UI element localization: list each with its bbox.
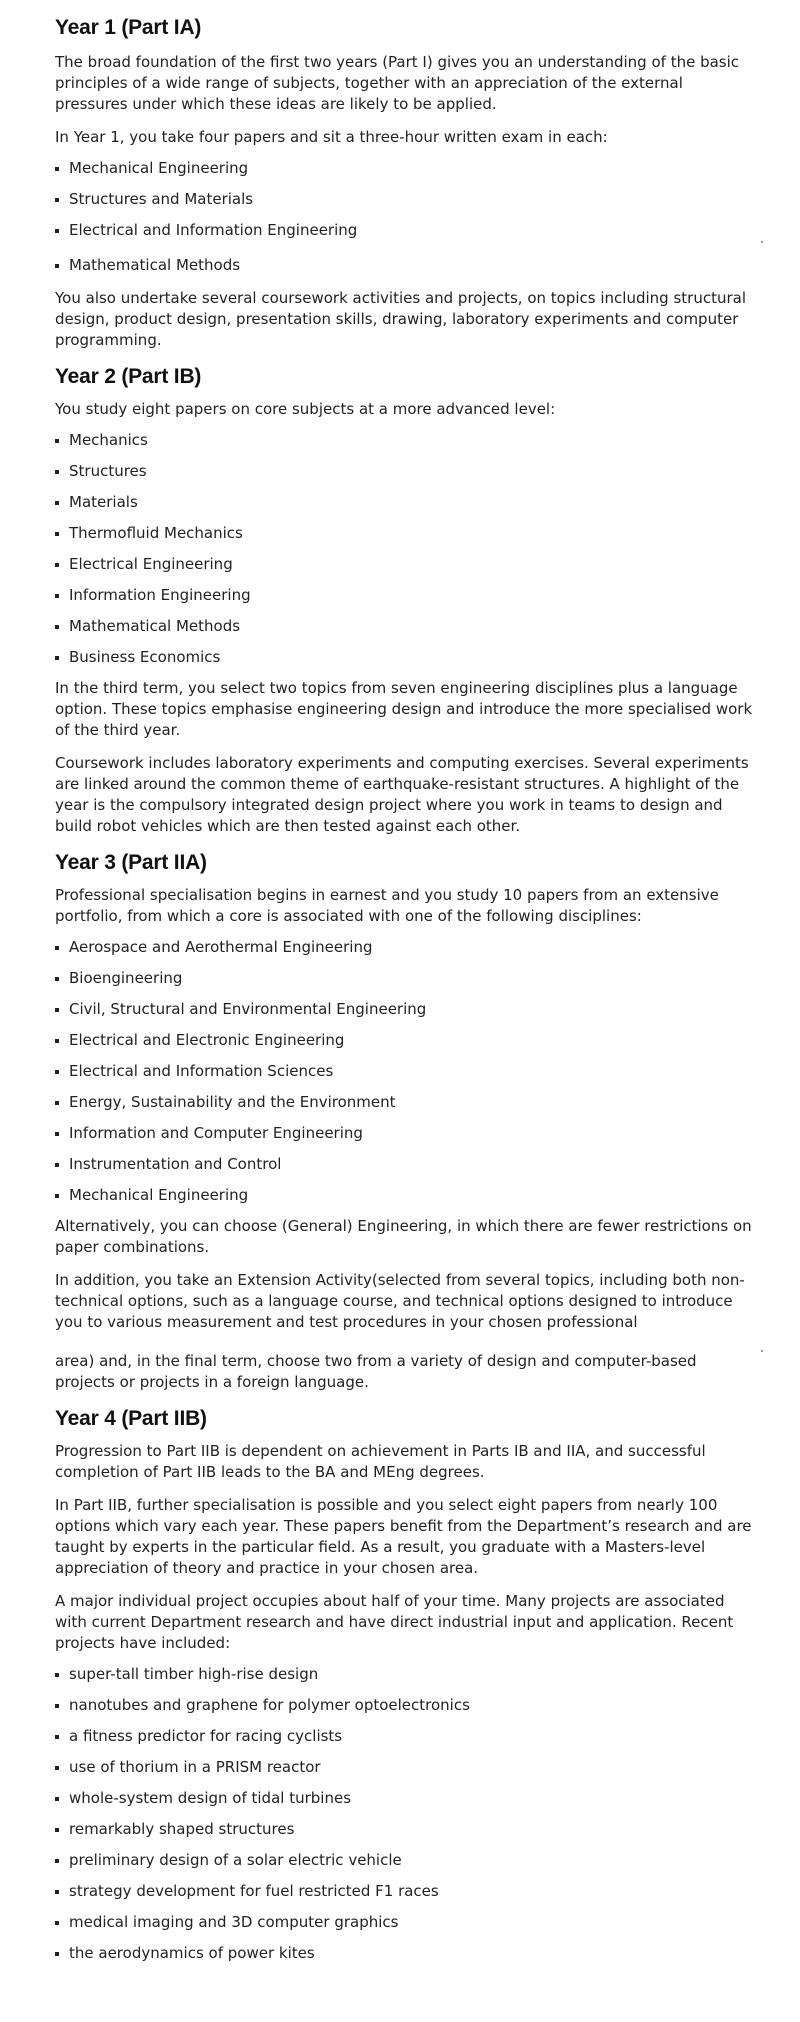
year3-extension-continued: area) and, in the final term, choose two from a variety of design and computer-based projects or projects in a foreign language. — [55, 1352, 697, 1391]
year3-heading: Year 3 (Part IIA) — [55, 851, 207, 874]
list-item: Aerospace and Aerothermal Engineering — [55, 937, 755, 958]
list-item: Electrical and Information Sciences — [55, 1061, 755, 1082]
list-item: Structures and Materials — [55, 189, 755, 210]
course-content — [55, 14, 755, 1964]
list-item: nanotubes and graphene for polymer optoelectronics — [55, 1695, 755, 1716]
year2-papers-list — [55, 430, 755, 668]
year2-third-term: In the third term, you select two topics from seven engineering disciplines plus a language option. These topics emphasise engineering design and introduce the more specialised work of the third year. — [55, 679, 753, 739]
year1-papers-list — [55, 158, 755, 276]
list-item: Electrical Engineering — [55, 554, 755, 575]
year4-progression: Progression to Part IIB is dependent on achievement in Parts IB and IIA, and successful completion of Part IIB leads to the BA and MEng degrees. — [55, 1442, 706, 1481]
list-item: Business Economics — [55, 647, 755, 668]
year4-specialisation: In Part IIB, further specialisation is possible and you select eight papers from nearly 100 options which vary each year. These papers benefit from the Department’s research and are taught by experts in the particular field. As a result, you graduate with a Masters-level appreciation of theory and practice in your chosen area. — [55, 1496, 752, 1577]
stray-dot-mark — [761, 1350, 763, 1352]
list-item: Mechanics — [55, 430, 755, 451]
list-item: Information Engineering — [55, 585, 755, 606]
year3-alternatively: Alternatively, you can choose (General) Engineering, in which there are fewer restrictions on paper combinations. — [55, 1217, 752, 1256]
year4-heading: Year 4 (Part IIB) — [55, 1407, 207, 1430]
year3-intro: Professional specialisation begins in earnest and you study 10 papers from an extensive portfolio, from which a core is associated with one of the following disciplines: — [55, 886, 719, 925]
list-item: Mechanical Engineering — [55, 158, 755, 179]
year1-papers-intro: In Year 1, you take four papers and sit a three-hour written exam in each: — [55, 128, 608, 146]
year3-disciplines-list — [55, 937, 755, 1206]
year2-coursework: Coursework includes laboratory experiments and computing exercises. Several experiments are linked around the common theme of earthquake-resistant structures. A highlight of the year is the compulsory integrated design project where you work in teams to design and build robot vehicles which are then tested against each other. — [55, 754, 749, 835]
list-item: Thermofluid Mechanics — [55, 523, 755, 544]
list-item: super-tall timber high-rise design — [55, 1664, 755, 1685]
list-item: Structures — [55, 461, 755, 482]
year1-coursework: You also undertake several coursework activities and projects, on topics including structural design, product design, presentation skills, drawing, laboratory experiments and computer programming. — [55, 289, 746, 349]
list-item: use of thorium in a PRISM reactor — [55, 1757, 755, 1778]
list-item: preliminary design of a solar electric vehicle — [55, 1850, 755, 1871]
year4-project: A major individual project occupies about half of your time. Many projects are associated with current Department research and have direct industrial input and application. Recent projects have included: — [55, 1592, 734, 1652]
year2-heading: Year 2 (Part IB) — [55, 365, 202, 388]
list-item: Instrumentation and Control — [55, 1154, 755, 1175]
list-item: Electrical and Information Engineering — [55, 220, 755, 241]
list-item: Civil, Structural and Environmental Engineering — [55, 999, 755, 1020]
list-item: Mathematical Methods — [55, 616, 755, 637]
year1-heading: Year 1 (Part IA) — [55, 16, 202, 39]
list-item: Information and Computer Engineering — [55, 1123, 755, 1144]
list-item: Electrical and Electronic Engineering — [55, 1030, 755, 1051]
year1-intro: The broad foundation of the first two years (Part I) gives you an understanding of the basic principles of a wide range of subjects, together with an appreciation of the external pressures under which these ideas are likely to be applied. — [55, 53, 740, 113]
list-item: whole-system design of tidal turbines — [55, 1788, 755, 1809]
year4-projects-list — [55, 1664, 755, 1964]
list-item: remarkably shaped structures — [55, 1819, 755, 1840]
list-item: strategy development for fuel restricted F1 races — [55, 1881, 755, 1902]
list-item: Mathematical Methods — [55, 255, 755, 276]
list-item: the aerodynamics of power kites — [55, 1943, 755, 1964]
list-item: Bioengineering — [55, 968, 755, 989]
list-item: Mechanical Engineering — [55, 1185, 755, 1206]
year3-extension-activity: In addition, you take an Extension Activity(selected from several topics, including both non-technical options, such as a language course, and technical options designed to introduce you to various measurement and test procedures in your chosen professional — [55, 1271, 745, 1331]
stray-dot-mark — [761, 241, 763, 243]
list-item: Energy, Sustainability and the Environment — [55, 1092, 755, 1113]
list-item: medical imaging and 3D computer graphics — [55, 1912, 755, 1933]
list-item: Materials — [55, 492, 755, 513]
list-item: a fitness predictor for racing cyclists — [55, 1726, 755, 1747]
year2-intro: You study eight papers on core subjects at a more advanced level: — [55, 400, 556, 418]
